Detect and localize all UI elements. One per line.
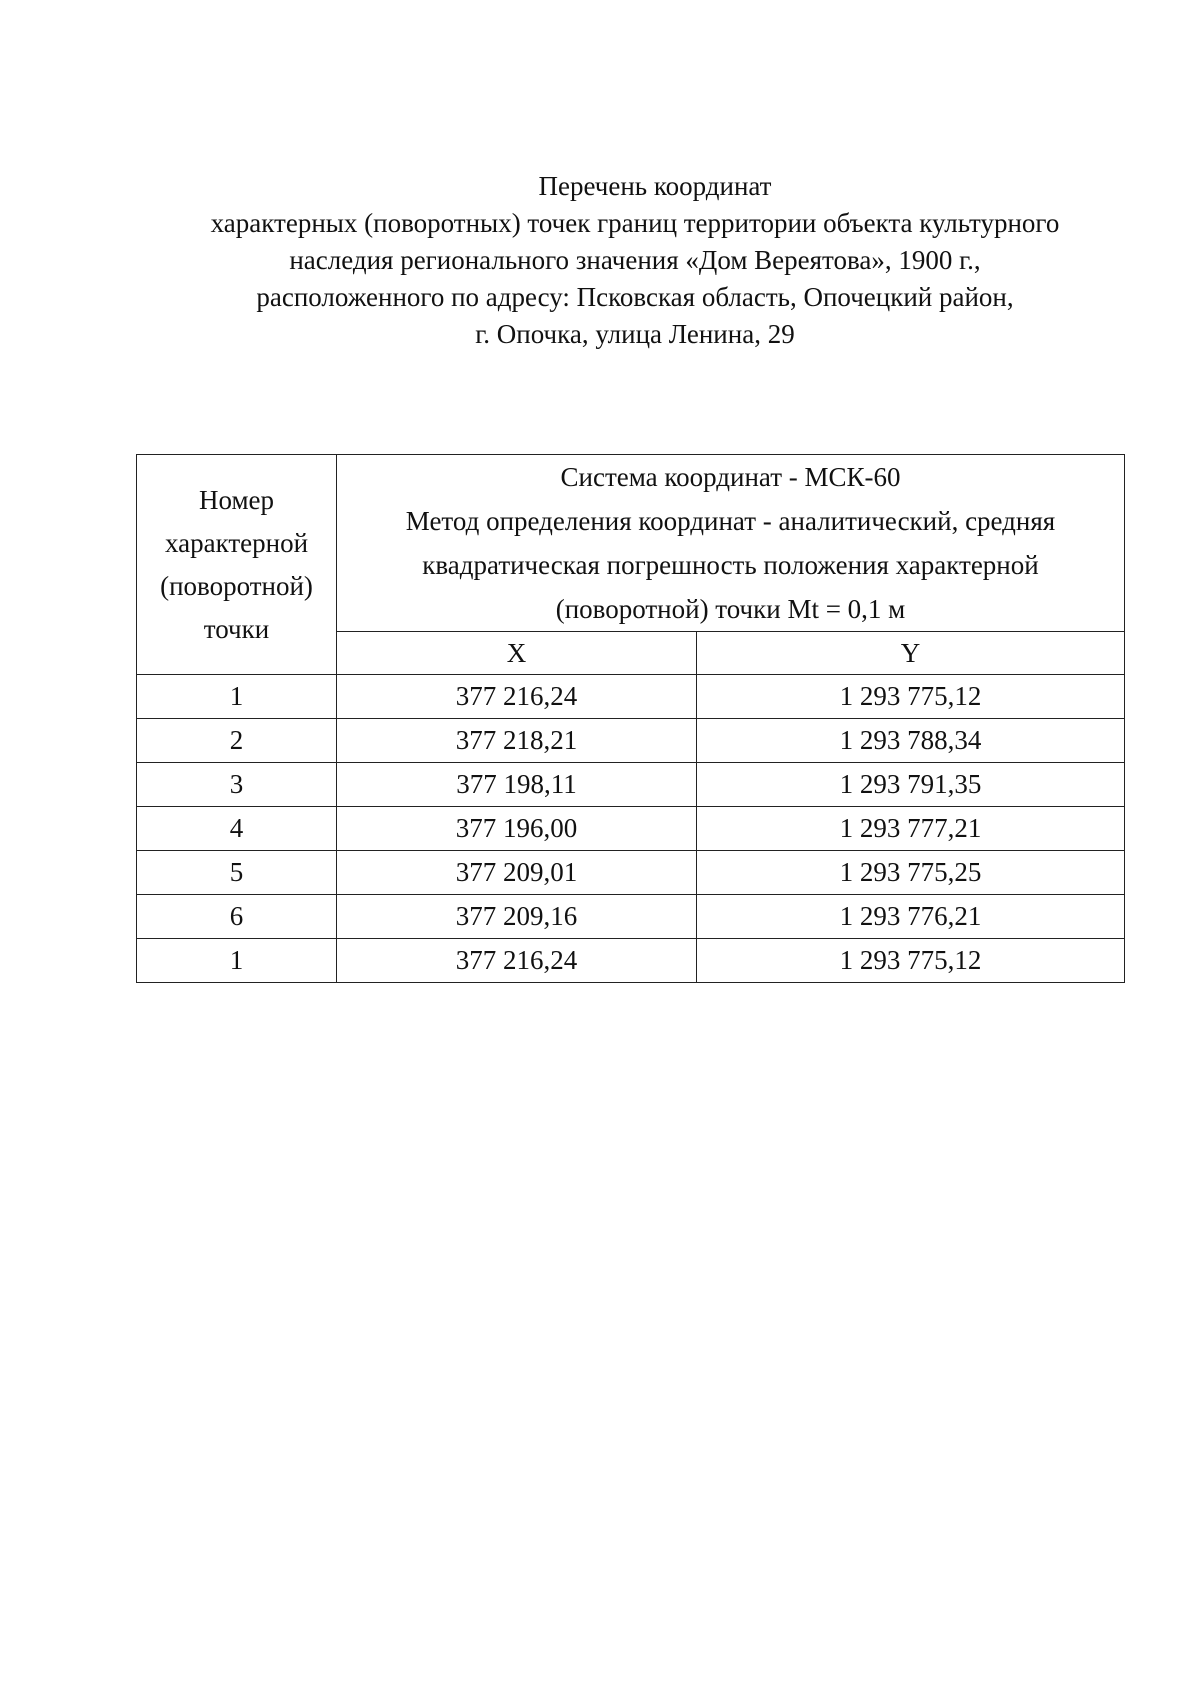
coordinate-system-line-3: квадратическая погрешность положения характерной	[422, 550, 1039, 580]
x-coordinate-cell: 377 209,01	[337, 851, 697, 895]
point-number-header-line-3: (поворотной)	[160, 570, 313, 601]
y-coordinate-cell: 1 293 791,35	[697, 763, 1125, 807]
coordinates-table	[136, 454, 1125, 983]
point-number-header	[137, 455, 337, 675]
coordinate-system-line-2: Метод определения координат - аналитический, средняя	[405, 506, 1056, 536]
y-coordinate-cell: 1 293 775,12	[697, 675, 1125, 719]
table-row	[137, 675, 1125, 719]
point-number-cell: 1	[137, 675, 337, 719]
x-coordinate-cell: 377 216,24	[337, 675, 697, 719]
title-line-2: характерных (поворотных) точек границ территории объекта культурного	[210, 208, 1060, 238]
y-coordinate-cell: 1 293 788,34	[697, 719, 1125, 763]
table-row	[137, 807, 1125, 851]
y-coordinate-cell: 1 293 775,12	[697, 939, 1125, 983]
table-row	[137, 939, 1125, 983]
table-row	[137, 851, 1125, 895]
point-number-cell: 4	[137, 807, 337, 851]
y-coordinate-cell: 1 293 777,21	[697, 807, 1125, 851]
title-line-4: расположенного по адресу: Псковская область, Опочецкий район,	[256, 282, 1014, 312]
table-row	[137, 719, 1125, 763]
point-number-header-line-4: точки	[203, 613, 270, 644]
x-coordinate-cell: 377 218,21	[337, 719, 697, 763]
table-header-row	[137, 455, 1125, 632]
coordinate-system-header	[337, 455, 1125, 632]
x-coordinate-cell: 377 198,11	[337, 763, 697, 807]
y-coordinate-cell: 1 293 776,21	[697, 895, 1125, 939]
x-coordinate-cell: 377 209,16	[337, 895, 697, 939]
point-number-cell: 2	[137, 719, 337, 763]
point-number-cell: 6	[137, 895, 337, 939]
y-column-header: Y	[697, 632, 1125, 675]
title-line-5: г. Опочка, улица Ленина, 29	[475, 319, 795, 349]
point-number-header-line-2: характерной	[164, 527, 309, 558]
table-row	[137, 895, 1125, 939]
title-line-1: Перечень координат	[538, 171, 772, 201]
y-coordinate-cell: 1 293 775,25	[697, 851, 1125, 895]
point-number-header-line-1: Номер	[198, 484, 275, 515]
document-title	[150, 168, 1120, 353]
x-coordinate-cell: 377 216,24	[337, 939, 697, 983]
x-coordinate-cell: 377 196,00	[337, 807, 697, 851]
point-number-cell: 5	[137, 851, 337, 895]
point-number-cell: 1	[137, 939, 337, 983]
x-column-header: X	[337, 632, 697, 675]
coordinate-system-line-4: (поворотной) точки Mt = 0,1 м	[555, 594, 906, 624]
point-number-cell: 3	[137, 763, 337, 807]
table-row	[137, 763, 1125, 807]
title-line-3: наследия регионального значения «Дом Вереятова», 1900 г.,	[289, 245, 981, 275]
coordinate-system-line-1: Система координат - МСК-60	[560, 462, 901, 492]
